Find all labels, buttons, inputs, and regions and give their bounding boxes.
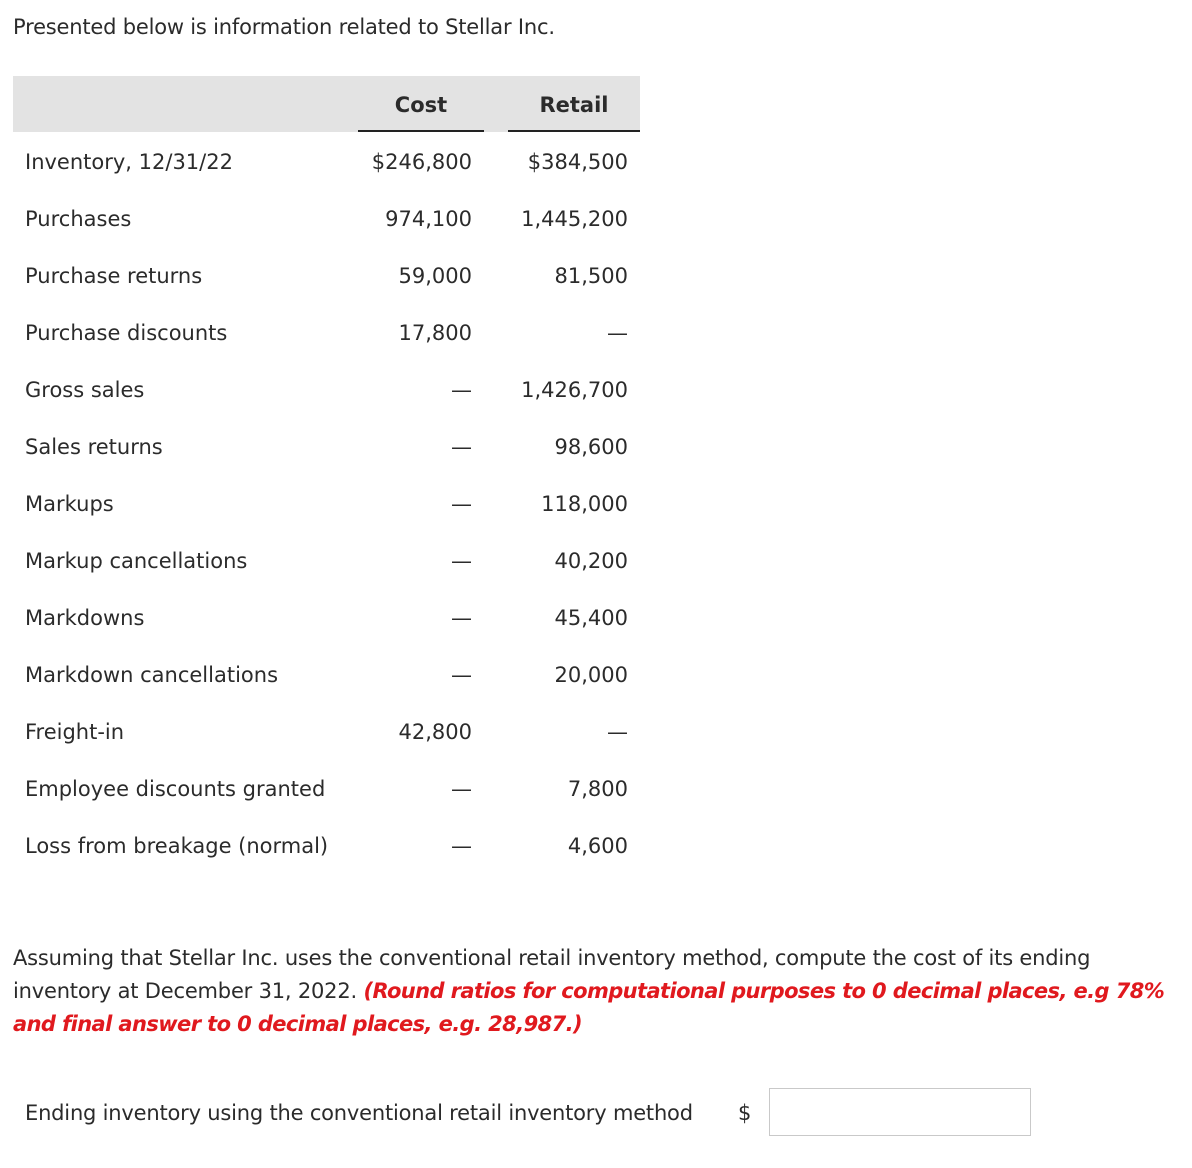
retail-value: —: [607, 321, 628, 345]
table-row: [13, 647, 640, 704]
currency-symbol: $: [738, 1101, 752, 1125]
table-row: [13, 704, 640, 761]
row-label: Purchases: [25, 207, 132, 231]
cost-value: —: [451, 606, 472, 630]
retail-value: 4,600: [567, 834, 628, 858]
ending-inventory-input[interactable]: [769, 1088, 1031, 1136]
question-prompt: Assuming that Stellar Inc. uses the conventional retail inventory method, compute the cost of its ending inventory at December 31, 2022.: [13, 946, 1091, 1003]
table-row: [13, 419, 640, 476]
retail-value: 98,600: [554, 435, 628, 459]
retail-value: 20,000: [554, 663, 628, 687]
table-row: [13, 590, 640, 647]
retail-column-header: Retail: [508, 76, 640, 132]
row-label: Sales returns: [25, 435, 163, 459]
retail-value: 40,200: [554, 549, 628, 573]
table-row: [13, 362, 640, 419]
table-row: [13, 818, 640, 875]
intro-text: Presented below is information related to Stellar Inc.: [13, 15, 555, 39]
row-label: Inventory, 12/31/22: [25, 150, 233, 174]
row-label: Purchase returns: [25, 264, 203, 288]
cost-value: —: [451, 834, 472, 858]
retail-value: 81,500: [554, 264, 628, 288]
retail-value: 7,800: [567, 777, 628, 801]
cost-value: —: [451, 777, 472, 801]
cost-value: —: [451, 663, 472, 687]
cost-value: 974,100: [385, 207, 472, 231]
row-label: Markdowns: [25, 606, 145, 630]
cost-value: 59,000: [398, 264, 472, 288]
retail-value: 45,400: [554, 606, 628, 630]
row-label: Loss from breakage (normal): [25, 834, 329, 858]
row-label: Markdown cancellations: [25, 663, 279, 687]
retail-value: —: [607, 720, 628, 744]
retail-value: 1,426,700: [521, 378, 628, 402]
question-text: [13, 942, 1173, 1041]
answer-label: Ending inventory using the conventional retail inventory method: [25, 1101, 693, 1125]
cost-value: —: [451, 492, 472, 516]
cost-value: 42,800: [398, 720, 472, 744]
row-label: Purchase discounts: [25, 321, 228, 345]
table-row: [13, 476, 640, 533]
table-row: [13, 191, 640, 248]
cost-value: —: [451, 435, 472, 459]
rounding-instruction: (Round ratios for computational purposes to 0 decimal places, e.g 78% and final answer to 0 decimal places, e.g. 28,987.): [13, 979, 1165, 1036]
cost-value: 17,800: [398, 321, 472, 345]
row-label: Freight-in: [25, 720, 125, 744]
retail-value: 1,445,200: [521, 207, 628, 231]
cost-value: —: [451, 378, 472, 402]
table-row: [13, 761, 640, 818]
retail-value: 118,000: [541, 492, 628, 516]
table-row: [13, 248, 640, 305]
row-label: Employee discounts granted: [25, 777, 326, 801]
row-label: Markups: [25, 492, 114, 516]
cost-value: —: [451, 549, 472, 573]
row-label: Gross sales: [25, 378, 145, 402]
row-label: Markup cancellations: [25, 549, 248, 573]
cost-column-header: Cost: [358, 76, 484, 132]
retail-value: $384,500: [527, 150, 628, 174]
cost-value: $246,800: [371, 150, 472, 174]
table-row: [13, 134, 640, 191]
table-row: [13, 533, 640, 590]
table-row: [13, 305, 640, 362]
